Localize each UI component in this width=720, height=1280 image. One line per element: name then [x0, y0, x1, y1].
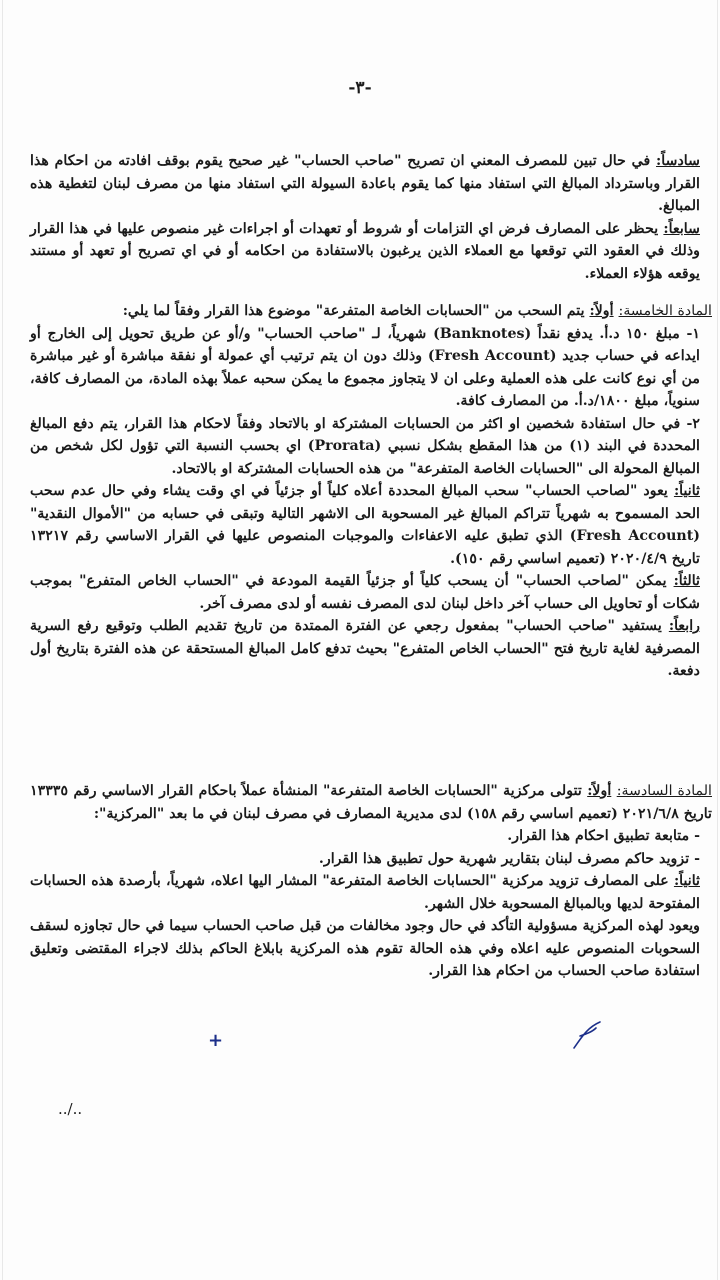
article-six-second-text: على المصارف تزويد مركزية "الحسابات الخاصة المتفرعة" المشار اليها اعلاه، شهرياً، بأرصدة هذه الحسابات المفتوحة لديها وبالمبالغ المسحوبة خلال الشهر.: [30, 873, 700, 912]
article-five-fourth-text: يستفيد "صاحب الحساب" بمفعول رجعي عن الفترة الممتدة من تاريخ تقديم الطلب وتوقيع رفع السرية المصرفية لغاية تاريخ فتح "الحساب الخاص المتفرع" بحيث تدفع كامل المبالغ المستحقة عن هذه الفترة بتاريخ أول دفعة.: [30, 618, 700, 679]
article-five-first-text: يتم السحب من "الحسابات الخاصة المتفرعة" موضوع هذا القرار وفقاً لما يلي:: [122, 303, 590, 319]
page-edge-right: [717, 0, 718, 1280]
article-six-heading: المادة السادسة:: [616, 783, 712, 799]
continuation-marker: ../..: [58, 1100, 83, 1118]
article-five-second-text: يعود "لصاحب الحساب" سحب المبالغ المحددة أعلاه كلياً أو جزئياً في اي وقت يشاء وفي حال عدم سحب الحد المسموح به شهرياً تتراكم المبالغ غير المسحوبة الى الاشهر التالية وتبقى في حسابه من "الأموال النقدية" (Fresh Account) الذي تطبق عليه الاعفاءات والموجبات المنصوص عليها في القرار الاساسي رقم ١٣٢١٧ تاريخ ٢٠٢٠/٤/٩ (تعميم اساسي رقم ١٥٠).: [30, 483, 701, 567]
article-five-heading: المادة الخامسة:: [618, 303, 712, 319]
pen-cross-mark: +: [208, 1030, 224, 1051]
article-five-item-2: ٢- في حال استفادة شخصين او اكثر من الحسابات المشتركة او بالاتحاد وفقاً لاحكام هذا القرار، يتم دفع المبالغ المحددة في البند (١) من هذا المقطع بشكل نسبي (Prorata) اي بحسب النسبة التي تؤول لكل شخص من المبالغ المحولة الى "الحسابات الخاصة المتفرعة" من هذه الحسابات المشتركة او بالاتحاد.: [30, 415, 700, 477]
article-five-second: [30, 480, 712, 570]
signature-mark: [570, 1018, 604, 1056]
article-six-bullet-1: - متابعة تطبيق احكام هذا القرار.: [507, 828, 700, 844]
clause-seventh: [30, 218, 700, 286]
clause-sixth-text: في حال تبين للمصرف المعني ان تصريح "صاحب الحساب" غير صحيح يقوم بوقف افادته من احكام هذا القرار وباسترداد المبالغ التي استفاد منها كما يقوم باعادة السيولة التي استفاد منها من مصرف لبنان لتغطية هذه المبالغ.: [30, 153, 700, 214]
article-six-second-cont: ويعود لهذه المركزية مسؤولية التأكد في حال وجود مخالفات من قبل صاحب الحساب سيما في حال تجاوزه لسقف السحوبات المنصوص عليه اعلاه وفي هذه الحالة تقوم هذه المركزية بابلاغ الحاكم بذلك لاجراء المقتضى وتعليق استفادة صاحب الحساب من احكام هذا القرار.: [30, 918, 700, 979]
article-five-third-label: ثالثاً:: [673, 573, 700, 589]
article-five: [30, 300, 712, 683]
article-six-second-label: ثانياً:: [673, 873, 700, 889]
signature-icon: [570, 1018, 604, 1052]
article-five-item-1: ١- مبلغ ١٥٠ د.أ. يدفع نقداً (Banknotes) شهرياً، لـ "صاحب الحساب" و/أو عن طريق تحويل إلى الخارج أو ايداعه في حساب جديد (Fresh Account) وذلك دون ان يتم ترتيب أي عمولة أو نفقة مباشرة أو غير مباشرة من أي نوع كانت على هذه العملية وعلى ان لا يتجاوز مجموع ما يمكن سحبه عملاً بهذه المادة، من المصارف كافة، سنوياً، مبلغ ١٨٠٠/د.أ. من المصارف كافة.: [30, 325, 700, 409]
article-five-fourth: [30, 615, 712, 683]
article-five-first-label: أولاً:: [589, 303, 614, 319]
article-five-third-text: يمكن "لصاحب الحساب" أن يسحب كلياً أو جزئياً القيمة المودعة في "الحساب الخاص المتفرع" بموجب شكات أو تحاويل الى حساب آخر داخل لبنان لدى المصرف نفسه أو لدى مصرف آخر.: [30, 573, 700, 612]
article-five-second-label: ثانياً:: [673, 483, 700, 499]
clause-sixth-label: سادساً:: [656, 153, 700, 169]
article-six-first-text: تتولى مركزية "الحسابات الخاصة المتفرعة" المنشأة عملاً باحكام القرار الاساسي رقم ١٣٣٣٥ تاريخ ٢٠٢١/٦/٨ (تعميم اساسي رقم ١٥٨) لدى مديرية المصارف في مصرف لبنان في ما بعد "المركزية":: [30, 783, 712, 822]
page-edge-left: [2, 0, 3, 1280]
clause-seventh-label: سابعاً:: [663, 220, 700, 237]
clauses-six-seven: [30, 150, 700, 285]
page-number: -٣-: [348, 78, 372, 98]
article-five-first: [30, 300, 712, 323]
clause-sixth: [30, 150, 700, 218]
article-six-first: [30, 780, 712, 825]
article-six-first-label: أولاً:: [587, 783, 612, 799]
article-five-fourth-label: رابعاً:: [668, 618, 700, 634]
clause-seventh-text: يحظر على المصارف فرض اي التزامات أو شروط أو تعهدات أو اجراءات غير منصوص عليها في هذا القرار وذلك في العقود التي توقعها مع العملاء الذين يرغبون بالاستفادة من احكامه أو في اي تصريح أو تعهد أو مستند يوقعه هؤلاء العملاء.: [30, 220, 700, 282]
article-six-second: [30, 870, 712, 915]
article-six-bullet-2: - تزويد حاكم مصرف لبنان بتقارير شهرية حول تطبيق هذا القرار.: [318, 850, 700, 867]
article-six: [30, 780, 712, 983]
article-five-third: [30, 570, 712, 615]
